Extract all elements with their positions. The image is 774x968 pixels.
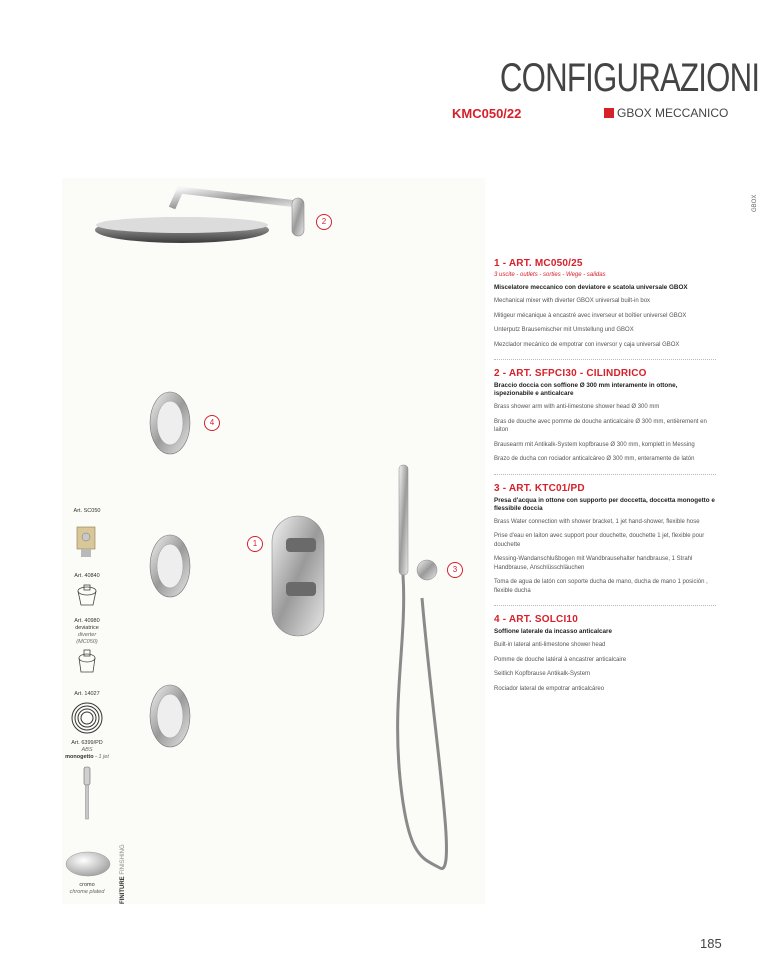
spec-bold-desc: Miscelatore meccanico con deviatore e scatola universale GBOX	[494, 284, 688, 291]
spec-section-1	[494, 258, 716, 349]
spec-line: Messing-Wandanschlußbogen mit Wandbrausehalter handbrause, 1 Strahl Handbrause, Anschlüsschläuchen	[494, 556, 693, 571]
hand-shower	[398, 465, 447, 869]
page-number: 185	[700, 936, 722, 951]
finishing-it: FINITURE	[120, 876, 126, 904]
spec-heading: 3 - ART. KTC01/PD	[494, 482, 585, 494]
spec-line: Mechanical mixer with diverter GBOX universal built-in box	[494, 298, 651, 304]
spec-heading: 1 - ART. MC050/25	[494, 258, 583, 269]
finish-label	[58, 882, 116, 896]
accessory-sc050	[58, 508, 116, 564]
mixer-plate	[272, 516, 324, 636]
built-in-box-icon	[69, 521, 105, 561]
spec-line: Bras de douche avec pomme de douche anticalcaire Ø 300 mm, entièrement en laiton	[494, 418, 707, 433]
spec-line: Brass Water connection with shower bracket, 1 jet hand-shower, flexible hose	[494, 518, 700, 525]
spec-line: Mitigeur mécanique à encastré avec inverseur et boîtier universel GBOX	[494, 312, 687, 319]
spec-line: Brazo de ducha con rociador anticalcáreo Ø 300 mm, enteramente de latón	[494, 456, 695, 462]
spec-bold-desc: Presa d'acqua in ottone con supporto per doccetta, doccetta monogetto e flessibile doccia	[494, 496, 715, 512]
overhead-shower	[95, 190, 304, 243]
diverter-icon	[72, 648, 102, 676]
series-text: GBOX MECCANICO	[617, 106, 729, 120]
spec-line: Rociador lateral de empotrar anticalcáreo	[494, 685, 605, 692]
accessory-40840	[58, 573, 116, 612]
callout-1: 1	[247, 536, 263, 552]
accessory-label: Art. 14027	[74, 691, 100, 697]
product-code: KMC050/22	[452, 106, 522, 121]
spec-line: Brausearm mit Antikalk-System kopfbrause Ø 300 mm, komplett in Messing	[494, 441, 695, 448]
callout-3: 3	[447, 562, 463, 578]
finishing-vertical-label	[120, 844, 126, 904]
spec-line: Toma de agua de latón con soporte ducha de mano, ducha de mano 1 posición , flexible ducha	[494, 579, 708, 594]
accessory-material: ABS	[81, 747, 93, 753]
side-tag: GBOX	[752, 194, 758, 212]
accessory-label: Art. 40980	[74, 618, 100, 624]
accessory-name: monogetto	[65, 754, 94, 760]
finish-translation: chrome plated	[69, 889, 105, 895]
accessory-40980	[58, 618, 116, 679]
spec-line: Mezclador mecánico de empotrar con inversor y caja universal GBOX	[494, 341, 680, 348]
accessory-translation: diverter	[77, 632, 97, 638]
spec-section-3	[494, 483, 716, 596]
spec-line: Unterputz Brausemischer mit Umstellung und GBOX	[494, 327, 634, 333]
accessory-translation: 1 jet	[98, 754, 109, 760]
hand-shower-icon	[77, 765, 97, 823]
accessory-label: Art. SC050	[73, 508, 101, 514]
spec-line: Brass shower arm with anti-limestone shower head Ø 300 mm	[494, 404, 660, 410]
spec-bold-desc: Soffione laterale da incasso anticalcare	[494, 628, 612, 635]
spec-line: Seitlich Kopfbrause Antikalk-System	[494, 671, 591, 677]
divider	[494, 359, 716, 360]
hose-coil-icon	[70, 701, 104, 735]
spec-subtitle: 3 uscite - outlets - sorties - Wege - salidas	[494, 272, 606, 278]
spec-line: Pomme de douche latéral à encastrer anticalcaire	[494, 656, 627, 663]
finishing-en: FINISHING	[120, 844, 126, 875]
spec-line: Built-in lateral anti-limestone shower head	[494, 642, 606, 648]
side-jet-top	[150, 392, 190, 454]
side-jet-middle	[150, 535, 190, 597]
spec-line: Prise d'eau en laiton avec support pour douchette, douchette 1 jet, flexible pour douchette	[494, 533, 705, 548]
cartridge-icon	[72, 583, 102, 609]
series-label	[604, 106, 728, 120]
accessory-6399pd: Art. 6399/PD ABS monogetto - 1 jet	[58, 740, 116, 826]
chrome-finish-swatch	[64, 850, 112, 878]
spec-section-4	[494, 614, 716, 693]
callout-4: 4	[204, 415, 220, 431]
spec-bold-desc: Braccio doccia con soffione Ø 300 mm interamente in ottone, ispezionabile e anticalcare	[494, 382, 678, 397]
callout-2: 2	[316, 214, 332, 230]
specs-column	[494, 258, 716, 699]
page-title: CONFIGURAZIONI	[499, 56, 760, 100]
spec-heading: 2 - ART. SFPCI30 - CILINDRICO	[494, 368, 647, 379]
accessory-label: Art. 6399/PD	[71, 740, 103, 746]
series-marker-icon	[604, 108, 614, 118]
side-jet-bottom	[150, 685, 190, 747]
finish-name: cromo	[79, 882, 95, 888]
accessory-label: Art. 40840	[74, 573, 100, 579]
accessory-ref: (MC050)	[76, 639, 98, 645]
divider	[494, 474, 716, 475]
accessory-name: deviatrice	[75, 625, 99, 631]
divider	[494, 605, 716, 606]
accessory-14027	[58, 691, 116, 738]
product-illustration	[62, 178, 485, 904]
spec-heading: 4 - ART. SOLCI10	[494, 614, 578, 625]
spec-section-2	[494, 368, 716, 464]
